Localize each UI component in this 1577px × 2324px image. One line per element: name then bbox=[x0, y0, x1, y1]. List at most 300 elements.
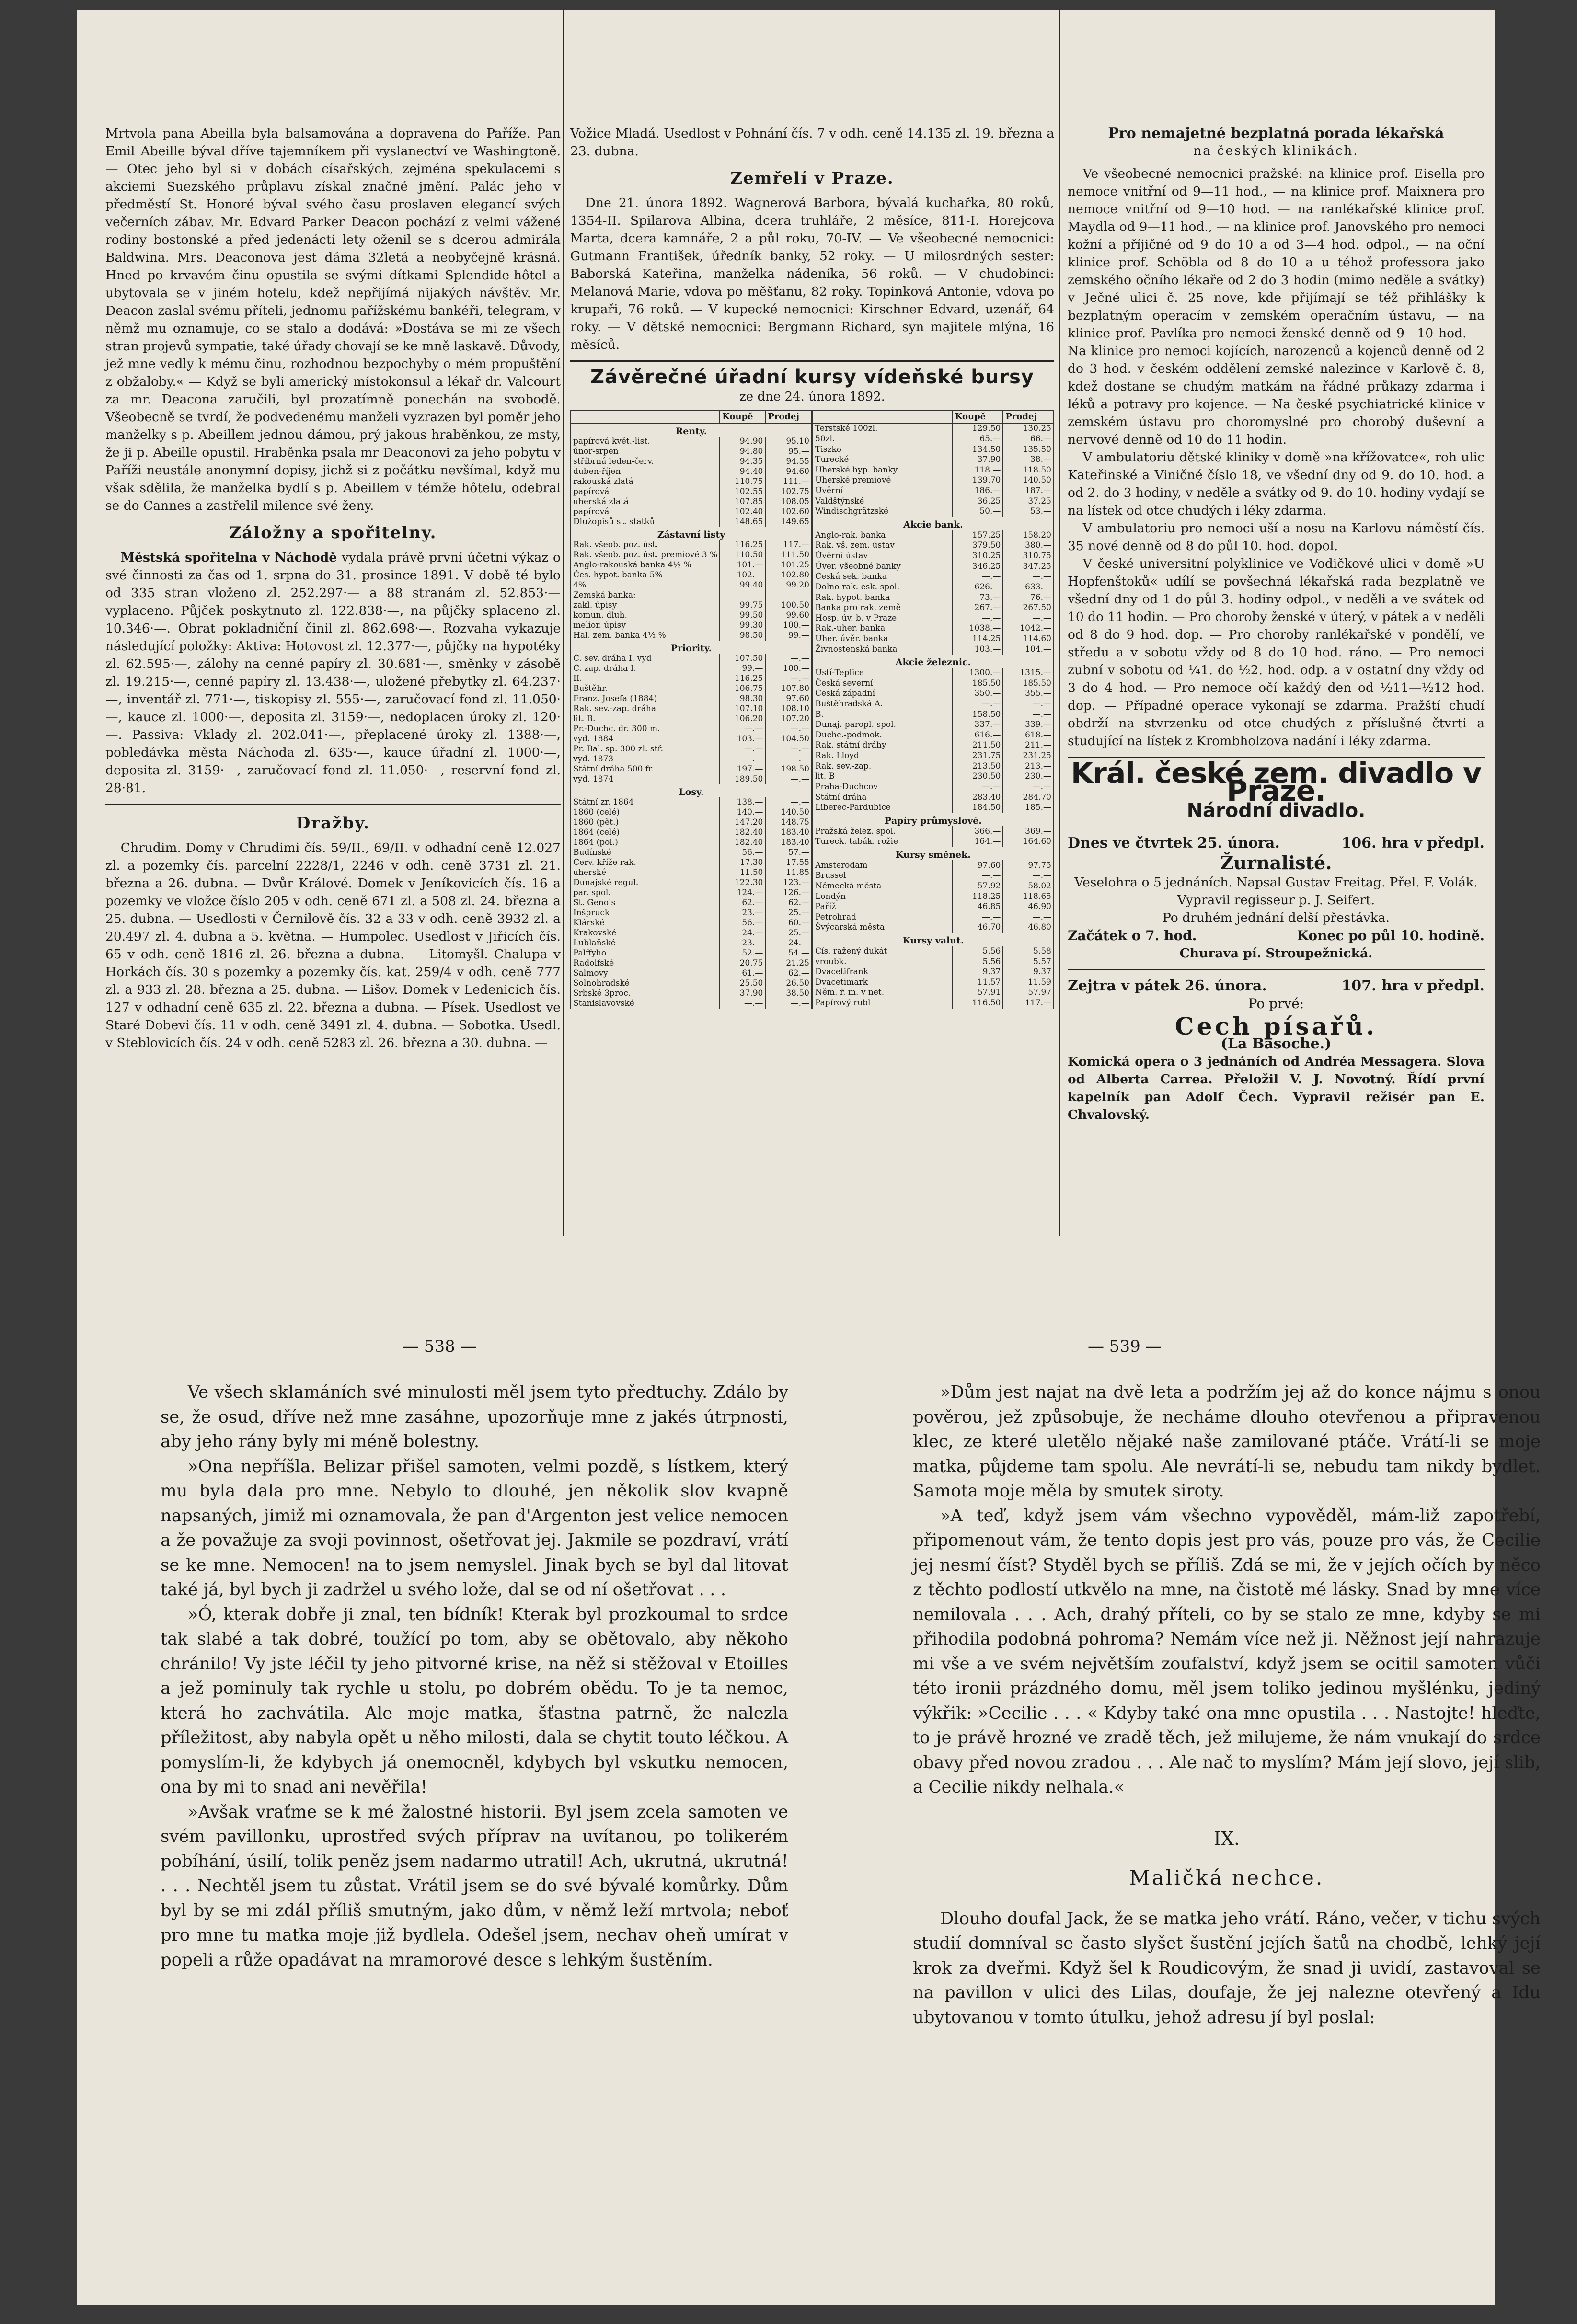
bourse-header-name bbox=[813, 410, 953, 423]
bourse-item-name: Zemská banka: bbox=[571, 590, 720, 600]
newspaper-page bbox=[77, 10, 1541, 2305]
bourse-sell-price: 46.90 bbox=[1003, 902, 1054, 912]
bourse-item-name: vyd. 1874 bbox=[571, 774, 720, 784]
bourse-title: Závěrečné úřadní kursy vídeňské bursy bbox=[590, 366, 1034, 388]
bourse-buy-price: 122.30 bbox=[720, 878, 765, 888]
bourse-row bbox=[813, 496, 1054, 506]
bourse-sell-price: —.— bbox=[765, 654, 812, 664]
bourse-buy-price: 17.30 bbox=[720, 858, 765, 868]
bourse-row bbox=[813, 977, 1054, 988]
bourse-row bbox=[813, 933, 1054, 946]
bourse-sell-price: 100.— bbox=[765, 664, 812, 674]
bourse-sell-price: 94.60 bbox=[765, 467, 812, 477]
bourse-row bbox=[571, 621, 812, 631]
bourse-item-name: Dvacetifrank bbox=[813, 967, 953, 978]
bourse-row bbox=[571, 674, 812, 684]
bourse-buy-price: 37.90 bbox=[953, 455, 1003, 465]
bourse-row bbox=[571, 958, 812, 968]
bourse-row bbox=[571, 487, 812, 497]
bourse-buy-price: 110.50 bbox=[720, 550, 765, 560]
bourse-sell-price: 24.— bbox=[765, 938, 812, 948]
times-line bbox=[1068, 927, 1485, 944]
bourse-item-name: Švýcarská města bbox=[813, 922, 953, 933]
bourse-group-title: Akcie železnic. bbox=[813, 655, 1054, 668]
bourse-row bbox=[571, 467, 812, 477]
bourse-row bbox=[571, 497, 812, 507]
bourse-sell-price: —.— bbox=[1003, 709, 1054, 720]
bourse-row bbox=[813, 740, 1054, 751]
bourse-row bbox=[571, 590, 812, 600]
bourse-sell-price: 310.75 bbox=[1003, 551, 1054, 562]
play-2-original: (La Basoche.) bbox=[1220, 1035, 1332, 1052]
bourse-item-name: Pr.-Duchc. dr. 300 m. bbox=[571, 724, 720, 734]
bourse-row bbox=[813, 720, 1054, 730]
bourse-row bbox=[813, 592, 1054, 603]
bourse-item-name: Státní dráha 500 fr. bbox=[571, 764, 720, 774]
bourse-table-right bbox=[812, 410, 1054, 1009]
bourse-row bbox=[571, 641, 812, 654]
bourse-row bbox=[571, 704, 812, 714]
bourse-row bbox=[571, 898, 812, 908]
bourse-item-name: Valdštýnské bbox=[813, 496, 953, 506]
bourse-sell-price: 102.75 bbox=[765, 487, 812, 497]
bourse-buy-price: 99.40 bbox=[720, 580, 765, 590]
bourse-buy-price: —.— bbox=[953, 912, 1003, 923]
bourse-sell-price: 76.— bbox=[1003, 592, 1054, 603]
bourse-sell-price: 355.— bbox=[1003, 689, 1054, 699]
bourse-buy-price: 20.75 bbox=[720, 958, 765, 968]
cast-note: Churava pí. Stroupežnická. bbox=[1179, 946, 1373, 961]
book-paragraph: »A teď, když jsem vám všechno vypověděl, mám-liž zapotřebí, připomenout vám, že tento dopis jest pro vás, pouze pro vás, že Cecilie jej nesmí číst? Styděl bych se příliš. Zdá se mi, že v jejích očích by něco z těchto podlostí utkvělo na mne, na čistotě mé lásky. Snad by mne více nemilovala . . . Ach, drahý příteli, co by se stalo ze mne, kdyby se mi přihodila podobná pohroma? Nemám více než ji. Něžnost její nahrazuje mi vše a ve svém největším zoufalství, když jsem se ocitil samoten vůči této ironii prázdného domu, měl jsem toliko jedinou myšlénku, jediný výkřik: »Cecilie . . . « Kdyby také ona mne opustila . . . Nastojte! hleďte, to je právě hrozné ve zradě těch, jež milujeme, že nám vnukají do srdce obavy před novou zradou . . . Ale nač to myslím? Mám její slovo, její slib, a Cecilie nikdy nelhala.« bbox=[913, 1506, 1541, 1797]
section-subtitle-clinics: na českých klinikách. bbox=[1193, 144, 1359, 158]
bourse-buy-price: 57.92 bbox=[953, 881, 1003, 892]
bourse-group-title: Renty. bbox=[571, 423, 812, 437]
bourse-sell-price: —.— bbox=[765, 774, 812, 784]
bourse-item-name: Banka pro rak. země bbox=[813, 603, 953, 613]
bourse-item-name: Německá města bbox=[813, 881, 953, 892]
bourse-sell-price: 230.— bbox=[1003, 771, 1054, 782]
bourse-row bbox=[571, 888, 812, 898]
section-title-clinics: Pro nemajetné bezplatná porada lékařská bbox=[1108, 125, 1444, 142]
bourse-row bbox=[813, 506, 1054, 517]
bourse-buy-price: —.— bbox=[720, 724, 765, 734]
bourse-item-name: Cís. ražený dukát bbox=[813, 946, 953, 957]
bourse-buy-price: 230.50 bbox=[953, 771, 1003, 782]
bourse-group-title: Kursy valut. bbox=[813, 933, 1054, 946]
bourse-sell-price: —.— bbox=[1003, 613, 1054, 623]
bourse-sell-price: 231.25 bbox=[1003, 751, 1054, 761]
bourse-sell-price: 118.50 bbox=[1003, 465, 1054, 476]
bourse-item-name: Turecké bbox=[813, 455, 953, 465]
bourse-sell-price: 117.— bbox=[765, 540, 812, 550]
bourse-buy-price: 11.57 bbox=[953, 977, 1003, 988]
bourse-buy-price: 107.10 bbox=[720, 704, 765, 714]
bourse-buy-price: 213.50 bbox=[953, 761, 1003, 771]
bourse-buy-price: 182.40 bbox=[720, 838, 765, 848]
bourse-row bbox=[813, 623, 1054, 634]
bourse-buy-price: 23.— bbox=[720, 938, 765, 948]
bourse-sell-price: 37.25 bbox=[1003, 496, 1054, 506]
bourse-sell-price: 164.60 bbox=[1003, 837, 1054, 847]
bourse-buy-price: 102.40 bbox=[720, 507, 765, 517]
bourse-sell-price: 111.— bbox=[765, 477, 812, 487]
bourse-buy-price: 211.50 bbox=[953, 740, 1003, 751]
section-title-deaths: Zemřelí v Praze. bbox=[730, 169, 894, 188]
bourse-sell-price: 108.05 bbox=[765, 497, 812, 507]
bourse-item-name: Franz. Josefa (1884) bbox=[571, 694, 720, 704]
bourse-sell-price: 5.57 bbox=[1003, 956, 1054, 967]
bourse-buy-price bbox=[720, 590, 765, 600]
end-time: Konec po půl 10. hodině. bbox=[1297, 928, 1485, 943]
bourse-row bbox=[571, 948, 812, 958]
ambulatory-ear: V ambulatoriu pro nemoci uší a nosu na Karlovu náměstí čís. 35 nové denně od 8 do půl 10. hod. dopol. bbox=[1068, 521, 1485, 553]
bourse-row bbox=[813, 551, 1054, 562]
bourse-sell-price: 111.50 bbox=[765, 550, 812, 560]
bourse-row bbox=[571, 694, 812, 704]
bourse-buy-price: 62.— bbox=[720, 898, 765, 908]
bourse-header-koupe: Koupě bbox=[720, 410, 765, 423]
bourse-sell-price: 57.— bbox=[765, 848, 812, 858]
play-1-note: Po druhém jednání delší přestávka. bbox=[1162, 910, 1390, 925]
bourse-buy-price: 346.25 bbox=[953, 561, 1003, 572]
bourse-sell-price: —.— bbox=[1003, 871, 1054, 881]
article-intro: Mrtvola pana Abeilla byla balsamována a dopravena do Paříže. Pan Emil Abeille býval dříve tajemníkem při vyslanectví ve Washingtoně. — Otec jeho byl si v dobách císařských, zejména spekulacemi s akciemi Suezského průplavu získal značné jmění. Palác jeho v předměstí St. Honoré býval svého času proslaven elegancí svých večerních zábav. Mr. Edvard Parker Deacon pochází z velmi vážené rodiny bostonské a před jedenácti lety oženil se s dcerou admirála Baldwina. Mrs. Deaconova jest dáma 32letá a neobyčejně krásná. Hned po krvavém činu opustila se svými dítkami Splendide-hôtel a ubytovala se v jiném hotelu, kdež nepřijímá nijakých návštěv. Mr. Deacon zaslal svému příteli, jednomu pařížskému bankéři, telegram, v němž mu oznamuje, co se stalo a dodává: »Dostáva se mi ze všech stran projevů sympatie, také úřady chovají se ke mně laskavě. Důvody, jež mne vedly k mému činu, rozhodnou bezpochyby o mém propuštění z obžaloby.« — Když se byli americký místokonsul a lékař dr. Valcourt za mr. Deacona zaručili, byl prozatímně ponechán na svobodě. Všeobecně se tvrdí, že podvedenému manželi vyzrazen byl poměr jeho manželky s p. Abeillem jednou dámou, prý jakous hraběnkou, ze msty, že ji p. Abeille opustil. Hraběnka psala mr Deaconovi za jeho pobytu v Paříži neustále anonymní dopisy, jichž si z počátku nevšímal, když mu však sdělila, že manželka bydlí s p. Abeillem v témže hôtelu, odebral se do Cannes a zastřelil milence své ženy. bbox=[105, 126, 561, 513]
bourse-row bbox=[813, 572, 1054, 582]
bourse-item-name: papírová bbox=[571, 487, 720, 497]
bourse-sell-price: 284.70 bbox=[1003, 792, 1054, 803]
bourse-row bbox=[571, 517, 812, 527]
bourse-buy-price: 616.— bbox=[953, 730, 1003, 741]
bourse-buy-price: 189.50 bbox=[720, 774, 765, 784]
bourse-row bbox=[813, 730, 1054, 741]
bourse-buy-price: 116.50 bbox=[953, 998, 1003, 1009]
play-2-title: Cech písařů. bbox=[1174, 1012, 1378, 1040]
bourse-buy-price: 102.— bbox=[720, 570, 765, 580]
bourse-buy-price: 164.— bbox=[953, 837, 1003, 847]
bourse-item-name: Budínské bbox=[571, 848, 720, 858]
first-time-label: Po prvé: bbox=[1248, 996, 1304, 1012]
bourse-sell-price: —.— bbox=[765, 999, 812, 1009]
bourse-row bbox=[813, 771, 1054, 782]
bourse-buy-price: 103.— bbox=[720, 734, 765, 744]
bourse-item-name: Živnostenská banka bbox=[813, 644, 953, 655]
bourse-row bbox=[571, 754, 812, 764]
bourse-buy-price: 1300.— bbox=[953, 668, 1003, 679]
bourse-sell-price: 618.— bbox=[1003, 730, 1054, 741]
bourse-sell-price: 26.50 bbox=[765, 978, 812, 989]
bourse-row bbox=[813, 655, 1054, 668]
bourse-item-name: Tiszko bbox=[813, 444, 953, 455]
bourse-row bbox=[571, 580, 812, 590]
bourse-buy-price: 231.75 bbox=[953, 751, 1003, 761]
bourse-item-name: Stanislavovské bbox=[571, 999, 720, 1009]
bourse-row bbox=[813, 475, 1054, 486]
bourse-sell-price: 21.25 bbox=[765, 958, 812, 968]
bourse-item-name: stříbrná leden-červ. bbox=[571, 457, 720, 467]
bourse-buy-price: 157.25 bbox=[953, 530, 1003, 541]
clinics-text: Ve všeobecné nemocnici pražské: na klinice prof. Eisella pro nemoce vnitřní od 9—11 hod., — na klinice prof. Maixnera pro nemoce vnitřní od 9—10 hod. — na ranlékařské klinice prof. Maydla od 9—11 hod., — na klinice prof. Janovského pro nemoci kožní a příjičné od 9 do 10 a od 3—4 hod. odpol., — na oční klinice prof. Schöbla od 8 do 10 a u téhož professora jako zemského očního lékaře od 2 do 3 hodin (mimo neděle a svátky) v Ječné ulici č. 25 nove, kde přijímají se též přihlášky k bezplatným operacím v zemském operačním ústavu, — na klinice prof. Pavlíka pro nemoci ženské denně od 9—10 hod. — Na klinice pro nemoci kojících, narozenců a kojenců denně od 2 do 3 hod. v českém oddělení zemské nalezince v Karlově č. 8, kdež dostane se chudým matkám na řádné průkazy zdarma i léků a potravy pro kojence. — Na české psychiatrické klinice v zemském ústavu pro choromyslné pro chorobý duševní a nervové denně od 10 do 11 hodin. bbox=[1068, 166, 1485, 447]
bourse-buy-price: 184.50 bbox=[953, 803, 1003, 813]
bourse-buy-price: 46.70 bbox=[953, 922, 1003, 933]
bourse-sell-price: 5.58 bbox=[1003, 946, 1054, 957]
bourse-buy-price: 101.— bbox=[720, 560, 765, 570]
bourse-row bbox=[571, 477, 812, 487]
book-paragraph: »Dům jest najat na dvě leta a podržím jej až do konce nájmu s onou pověrou, jež způsobuje, že necháme dlouho otevřenou a připravenou klec, ze které uletělo nějaké naše zamilované ptáče. Vrátí-li se moje matka, půjdeme tam spolu. Ale nevrátí-li se, nebudu tam nikdy bydlet. Samota moje měla by smutek siroty. bbox=[913, 1382, 1541, 1501]
bourse-sell-price: 198.50 bbox=[765, 764, 812, 774]
bourse-buy-price: 65.— bbox=[953, 434, 1003, 445]
bourse-row bbox=[813, 988, 1054, 998]
auction-continued: Vožice Mladá. Usedlost v Pohnání čís. 7 v odh. ceně 14.135 zl. 19. března a 23. dubna. bbox=[570, 126, 1054, 159]
bourse-buy-price: 98.30 bbox=[720, 694, 765, 704]
bourse-buy-price: 267.— bbox=[953, 603, 1003, 613]
book-paragraph: »Avšak vraťme se k mé žalostné historii. Byl jsem zcela samoten ve svém pavillonku, uprostřed svých příprav na uvítanou, po tolikerém pobíhání, úsilí, tolik peněz jsem nadarmo utratil! Ach, ukrutná, ukrutná! . . . Nechtěl jsem tu zůstat. Vrátil jsem se do své bývalé komůrky. Dům byl by se mi zdál příliš smutným, jako dům, v němž leží mrtvola; neboť pro mne tu matka moje již bydlela. Odešel jsem, nechav oheň umírat v popeli a růže opadávat na mramorové desce s lehkým šustěním. bbox=[161, 1802, 788, 1970]
chapter-title: Maličká nechce. bbox=[1129, 1866, 1324, 1889]
bourse-item-name: par. spol. bbox=[571, 888, 720, 898]
bourse-row bbox=[813, 803, 1054, 813]
bourse-item-name: Ústí-Teplice bbox=[813, 668, 953, 679]
today-performance: 106. hra v předpl. bbox=[1341, 835, 1485, 851]
bourse-item-name: Buštěhr. bbox=[571, 684, 720, 694]
bourse-item-name: Státní zr. 1864 bbox=[571, 797, 720, 807]
bourse-buy-price: 197.— bbox=[720, 764, 765, 774]
bourse-buy-price: 129.50 bbox=[953, 423, 1003, 434]
bourse-sell-price: 54.— bbox=[765, 948, 812, 958]
bourse-sell-price: 102.60 bbox=[765, 507, 812, 517]
bourse-sell-price: 25.— bbox=[765, 908, 812, 918]
bourse-buy-price: —.— bbox=[953, 699, 1003, 710]
bourse-buy-price: 99.75 bbox=[720, 600, 765, 610]
article-auctions: Chrudim. Domy v Chrudimi čís. 59/II., 69/II. v odhadní ceně 12.027 zl. a pozemky čís. parcelní 2228/1, 2246 v odh. ceně 3731 zl. 21. března a 26. dubna. — Dvůr Králové. Domek v Jeníkovicích čís. 16 a pozemky ve vložce číslo 205 v odh. ceně 671 zl. a 508 zl. 24. března a 25. dubna. — Usedlosti v Černilově čís. 32 a 33 v odh. ceně 3932 zl. a 20.497 zl. 4. dubna a 5. května. — Humpolec. Usedlost v Jiřicích čís. 65 v odh. ceně 1816 zl. 26. března a dubna. — Litomyšl. Chalupa v Horkách čís. 30 s pozemky a pozemky čís. kat. 259/4 v odh. ceně 777 zl. a 933 zl. 28. března a 25. dubna. — Lišov. Domek v Ledenicích čís. 127 v odhadní ceně 635 zl. 22. března a dubna. — Písek. Usedlost ve Staré Dobevi čís. 11 v odh. ceně 3491 zl. 4. dubna. — Sobotka. Usedl. v Steblovicích čís. 24 v odh. ceně 5283 zl. 26. března a 30. dubna. — bbox=[105, 840, 561, 1050]
bourse-row bbox=[571, 457, 812, 467]
bourse-row bbox=[813, 761, 1054, 771]
bourse-item-name: Inšpruck bbox=[571, 908, 720, 918]
bourse-buy-price: 99.— bbox=[720, 664, 765, 674]
bourse-sell-price: —.— bbox=[1003, 782, 1054, 793]
bourse-item-name: Uherské hyp. banky bbox=[813, 465, 953, 476]
bourse-item-name: Tureck. tabák. rožie bbox=[813, 837, 953, 847]
bourse-row bbox=[813, 881, 1054, 892]
article-savings bbox=[105, 549, 561, 797]
bourse-date: ze dne 24. února 1892. bbox=[739, 390, 885, 404]
bourse-item-name: Duchc.-podmok. bbox=[813, 730, 953, 741]
bourse-buy-price: 185.50 bbox=[953, 678, 1003, 689]
bourse-item-name: vroubk. bbox=[813, 956, 953, 967]
book-paragraph: Ve všech sklamáních své minulosti měl jsem tyto předtuchy. Zdálo by se, že osud, dříve než mne zasáhne, upozorňuje mne z jakés útrpnosti, aby jeho rány byly mi méně bolestny. bbox=[161, 1382, 788, 1451]
bourse-sell-price: 140.50 bbox=[1003, 475, 1054, 486]
bourse-row bbox=[571, 797, 812, 807]
bourse-row bbox=[571, 868, 812, 878]
bourse-buy-price: 118.25 bbox=[953, 891, 1003, 902]
bourse-buy-price: 102.55 bbox=[720, 487, 765, 497]
bourse-sell-price: 187.— bbox=[1003, 486, 1054, 496]
bourse-row bbox=[571, 423, 812, 437]
bourse-row bbox=[571, 989, 812, 999]
bourse-sell-price: 99.60 bbox=[765, 610, 812, 621]
bourse-row bbox=[813, 423, 1054, 434]
page-number-left: — 538 — bbox=[403, 1337, 477, 1356]
bourse-row bbox=[813, 541, 1054, 551]
bourse-item-name: Papírový rubl bbox=[813, 998, 953, 1009]
bourse-buy-price: 97.60 bbox=[953, 860, 1003, 871]
bourse-item-name: Něm. ř. m. v net. bbox=[813, 988, 953, 998]
bourse-buy-price: —.— bbox=[720, 754, 765, 764]
bourse-row bbox=[571, 858, 812, 868]
bourse-row bbox=[571, 978, 812, 989]
bourse-row bbox=[571, 714, 812, 724]
bourse-buy-price: 56.— bbox=[720, 918, 765, 928]
bourse-row bbox=[813, 434, 1054, 445]
bourse-buy-price: 116.25 bbox=[720, 674, 765, 684]
bourse-row bbox=[571, 664, 812, 674]
bourse-item-name: Anglo-rakouská banka 4½ % bbox=[571, 560, 720, 570]
bourse-item-name: Česká severní bbox=[813, 678, 953, 689]
bourse-buy-price: 379.50 bbox=[953, 541, 1003, 551]
bourse-buy-price: 626.— bbox=[953, 582, 1003, 593]
bourse-item-name: Státní dráha bbox=[813, 792, 953, 803]
column-2 bbox=[570, 10, 1054, 1351]
bourse-sell-price: 107.80 bbox=[765, 684, 812, 694]
bourse-buy-price: —.— bbox=[953, 572, 1003, 582]
book-paragraph: »Ó, kterak dobře ji znal, ten bídník! Kterak byl prozkoumal to srdce tak slabé a tak dobré, toužící po tom, aby se obětovalo, aby někoho chránilo! Vy jste léčil ty jeho pitvorné krise, na něž si stěžoval v Etoilles a jež pominuly tak rychle u stolu, po dobrém obědu. To je ta nemoc, která ho zachvátila. Ale moje matka, šťastna patrně, že nalezla příležitost, aby nabyla opět u něho milosti, dala se chytit touto léčkou. A pomyslím-li, že kdybych já onemocněl, kdybych byl vskutku nemocen, ona by mi to snad ani nevěřila! bbox=[161, 1604, 788, 1797]
bourse-row bbox=[571, 784, 812, 797]
today-line bbox=[1068, 834, 1485, 852]
bourse-item-name: Rak. sev.-zap. bbox=[813, 761, 953, 771]
bourse-row bbox=[571, 684, 812, 694]
bourse-group-title: Kursy směnek. bbox=[813, 847, 1054, 861]
bourse-row bbox=[571, 828, 812, 838]
bourse-buy-price: —.— bbox=[953, 871, 1003, 881]
bourse-item-name: Lublaňské bbox=[571, 938, 720, 948]
bourse-row bbox=[813, 668, 1054, 679]
bourse-item-name: Hal. zem. banka 4½ % bbox=[571, 631, 720, 641]
bourse-item-name: Rak. Lloyd bbox=[813, 751, 953, 761]
bourse-buy-price: 1038.— bbox=[953, 623, 1003, 634]
bourse-sell-price: 95.10 bbox=[765, 437, 812, 447]
bourse-buy-price: 107.85 bbox=[720, 497, 765, 507]
bourse-buy-price: 5.56 bbox=[953, 946, 1003, 957]
bourse-row bbox=[571, 928, 812, 938]
bourse-row bbox=[571, 938, 812, 948]
ambulatory-children: V ambulatoriu dětské kliniky v domě »na křížovatce«, roh ulic Kateřinské a Viničné číslo 18, ve všední dny od 9. do 10. hod. a od 2. do 3 hodiny, v neděle a svátky od 9. do 10. hodiny vydají se na lístek od otce chudých i léky zdarma. bbox=[1068, 450, 1485, 518]
bourse-row bbox=[571, 838, 812, 848]
bourse-item-name: Dvacetimark bbox=[813, 977, 953, 988]
bourse-sell-price: 183.40 bbox=[765, 838, 812, 848]
start-time: Začátek o 7. hod. bbox=[1068, 928, 1197, 943]
bourse-item-name: 1860 (celé) bbox=[571, 807, 720, 817]
bourse-sell-price: —.— bbox=[1003, 699, 1054, 710]
bourse-item-name: Česká sek. banka bbox=[813, 572, 953, 582]
play-1-title: Žurnalisté. bbox=[1220, 852, 1332, 874]
bourse-item-name: Radolfské bbox=[571, 958, 720, 968]
bourse-buy-price: 73.— bbox=[953, 592, 1003, 603]
bourse-sell-price: 57.97 bbox=[1003, 988, 1054, 998]
bourse-sell-price: 1315.— bbox=[1003, 668, 1054, 679]
bourse-row bbox=[813, 517, 1054, 530]
bourse-item-name: Praha-Duchcov bbox=[813, 782, 953, 793]
savings-text: vydala právě první účetní výkaz o své činnosti za čas od 1. srpna do 31. prosince 1891. V době té bylo od 335 stran vloženo zl. 252.297·— a 88 stranám zl. 52.853·— vyplaceno. Půjček poskytnuto zl. 122.838·—, na půjčky splaceno zl. 10.346·—. Obrat pokladniční činil zl. 862.698·—. Rozvaha vykazuje následující položky: Aktiva: Hotovost zl. 12.377·—, půjčky na hypotéky zl. 62.595·—, zálohy na cenné papíry zl. 30.681·—, směnky v zásobě zl. 19.215·—, cenné papíry zl. 13.438·—, uložené přebytky zl. 64.237·—, inventář zl. 771·—, tiskopisy zl. 555·—, zaručovací fond zl. 11.050·—, kauce zl. 1000·—, deposita zl. 3159·—, nedoplacen úroky zl. 120·—. Passiva: Vklady zl. 202.041·—, přeplacené úroky zl. 1388·—, pobledávka města Náchoda zl. 635·—, kauce úřadní zl. 1000·—, deposita zl. 3159·—, zaručovací fond zl. 11.050·—, reservní fond zl. 28·81. bbox=[105, 550, 561, 795]
bourse-row bbox=[813, 689, 1054, 699]
section-title-auctions: Dražby. bbox=[296, 814, 370, 833]
bourse-item-name: 4% bbox=[571, 580, 720, 590]
bourse-sell-price: 140.50 bbox=[765, 807, 812, 817]
bourse-buy-price: 107.50 bbox=[720, 654, 765, 664]
bourse-item-name: II. bbox=[571, 674, 720, 684]
bourse-sell-price: 158.20 bbox=[1003, 530, 1054, 541]
bourse-item-name: Rak. vš. zem. ústav bbox=[813, 541, 953, 551]
bourse-sell-price: —.— bbox=[1003, 572, 1054, 582]
bourse-group-title: Losy. bbox=[571, 784, 812, 797]
page-number-right: — 539 — bbox=[1088, 1337, 1162, 1356]
bourse-row bbox=[571, 507, 812, 517]
bourse-sell-price: 267.50 bbox=[1003, 603, 1054, 613]
bourse-sell-price: 148.75 bbox=[765, 817, 812, 828]
bourse-header-prodej: Prodej bbox=[765, 410, 812, 423]
bourse-buy-price: 52.— bbox=[720, 948, 765, 958]
bourse-buy-price: 148.65 bbox=[720, 517, 765, 527]
bourse-row bbox=[571, 764, 812, 774]
deaths-text: Dne 21. února 1892. Wagnerová Barbora, bývalá kuchařka, 80 roků, 1354-II. Spilarova Albina, dcera truhláře, 2 měsíce, 811-I. Horejcova Marta, dcera kamnáře, 2 a půl roku, 70-IV. — Ve všeobecné nemocnici: Gutmann František, úředník banky, 52 roky. — U milosrdných sester: Baborská Kateřina, manželka nádeníka, 56 roků. — V chudobinci: Melanová Marie, vdova po měšťanu, 82 roky. Topinková Antonie, vdova po krupaři, 76 roků. — V kupecké nemocnici: Kirschner Edvard, uzenář, 64 roky. — V dětské nemocnici: Bergmann Richard, syn majitele mlýna, 16 měsíců. bbox=[570, 196, 1054, 352]
bourse-buy-price: 310.25 bbox=[953, 551, 1003, 562]
bourse-header-prodej: Prodej bbox=[1003, 410, 1054, 423]
book-paragraph: Dlouho doufal Jack, že se matka jeho vrátí. Ráno, večer, v tichu svých studií domníval se často slyšet šustění jejích šatů na chodbě, lehký její krok za dveřmi. Když šel k Roudicovým, že snad ji uvidí, zastavoval se na pavillon v ulici des Lilas, doufaje, že jej nalezne otevřený a Idu ubytovanou v tomto útulku, jehož adresu jí byl poslal: bbox=[913, 1909, 1541, 2027]
bourse-row bbox=[571, 654, 812, 664]
theatre-subtitle: Národní divadlo. bbox=[1186, 800, 1366, 822]
bourse-item-name: Palffyho bbox=[571, 948, 720, 958]
bourse-row bbox=[571, 550, 812, 560]
bourse-sell-price: 99.— bbox=[765, 631, 812, 641]
bourse-buy-price: 37.90 bbox=[720, 989, 765, 999]
bourse-item-name: Anglo-rak. banka bbox=[813, 530, 953, 541]
bourse-sell-price: 97.75 bbox=[1003, 860, 1054, 871]
bourse-item-name: Úvěrní bbox=[813, 486, 953, 496]
bourse-buy-price: 116.25 bbox=[720, 540, 765, 550]
bourse-row bbox=[571, 437, 812, 447]
bourse-tables bbox=[570, 410, 1054, 1009]
tomorrow-performance: 107. hra v předpl. bbox=[1341, 978, 1485, 994]
bourse-row bbox=[571, 734, 812, 744]
bourse-row bbox=[571, 744, 812, 754]
bourse-buy-price: 158.50 bbox=[953, 709, 1003, 720]
bourse-buy-price: 99.30 bbox=[720, 621, 765, 631]
bourse-row bbox=[813, 561, 1054, 572]
bourse-buy-price: 98.50 bbox=[720, 631, 765, 641]
bourse-row bbox=[813, 444, 1054, 455]
bourse-item-name: Česká západní bbox=[813, 689, 953, 699]
bourse-buy-price: 283.40 bbox=[953, 792, 1003, 803]
bourse-sell-price: 369.— bbox=[1003, 826, 1054, 837]
book-paragraph: »Ona nepříšla. Belizar přišel samoten, velmi pozdě, s lístkem, který mu byla dala pro mne. Nebylo to dlouhé, jen několik slov kvapně napsaných, jimiž mi oznamovala, že pan d'Argenton jest velice nemocen a že považuje za svoji povinnost, ošetřovat jej. Jakmile se pozdraví, vrátí se ke mne. Nemocen! na to jsem nemyslel. Jinak bych se byl dal litovat také já, byl bych ji zadržel u svého lože, dal se od ní ošetřovat . . . bbox=[161, 1456, 788, 1599]
theatre-title: Král. české zem. divadlo v Praze. bbox=[1071, 757, 1482, 808]
bourse-row bbox=[813, 751, 1054, 761]
bourse-buy-price: 124.— bbox=[720, 888, 765, 898]
bourse-buy-price: 182.40 bbox=[720, 828, 765, 838]
bourse-item-name: Paříž bbox=[813, 902, 953, 912]
bourse-buy-price: 61.— bbox=[720, 968, 765, 978]
bourse-row bbox=[813, 860, 1054, 871]
bourse-buy-price: —.— bbox=[720, 999, 765, 1009]
bourse-item-name: 50zl. bbox=[813, 434, 953, 445]
bourse-row bbox=[571, 774, 812, 784]
bourse-row bbox=[571, 807, 812, 817]
bourse-item-name: Rak. všeob. poz. úst. premiové 3 % bbox=[571, 550, 720, 560]
bourse-row bbox=[813, 922, 1054, 933]
bourse-item-name: uherská zlatá bbox=[571, 497, 720, 507]
bourse-sell-price: 62.— bbox=[765, 898, 812, 908]
bourse-item-name: Úvěrní ústav bbox=[813, 551, 953, 562]
tomorrow-line bbox=[1068, 977, 1485, 995]
bourse-item-name: melior. úpisy bbox=[571, 621, 720, 631]
bourse-sell-price: 114.60 bbox=[1003, 634, 1054, 644]
